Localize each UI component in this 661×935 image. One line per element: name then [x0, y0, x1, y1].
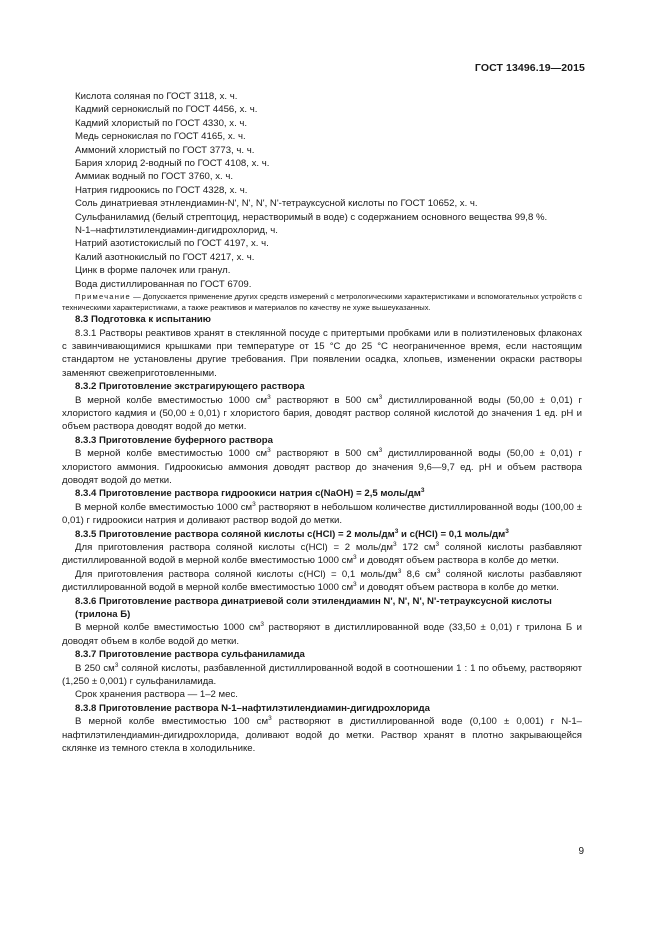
paragraph-8-3-8: В мерной колбе вместимостью 100 $см^3$ растворяют в дистиллированной воде (0,100 ± 0,001) г N-1–нафтилэтилендиамин-дигидрохлорида, доливают водой до метки. Раствор хранят в плотно закрывающейся склянке из темного стекла в холодильнике.	[62, 715, 583, 755]
list-item: Медь сернокислая по ГОСТ 4165, х. ч.	[75, 131, 246, 143]
paragraph-8-3-2: В мерной колбе вместимостью 1000 $см^3$ растворяют в 500 $см^3$ дистиллированной воды (50,00 ± 0,01) г хлористого кадмия и (50,00 ± 0,01) г хлористого бария, доводят раствор соляной кислотой до значения 1 ед. рН и объем раствора доводят водой до метки.	[62, 393, 582, 433]
list-item: Натрий азотистокислый по ГОСТ 4197, х. ч.	[75, 238, 269, 250]
paragraph-8-3-7-storage: Срок хранения раствора — 1–2 мес.	[75, 689, 238, 701]
section-title: 8.3 Подготовка к испытанию	[75, 314, 211, 326]
subsection-title-8-3-7: 8.3.7 Приготовление раствора сульфаниламида	[75, 649, 305, 661]
subsection-title-8-3-4: 8.3.4 Приготовление раствора гидроокиси натрия c(NaOH) = 2,5 моль/$дм^3$	[75, 487, 425, 500]
list-item: Кадмий хлористый по ГОСТ 4330, х. ч.	[75, 117, 248, 129]
list-item: Сульфаниламид (белый стрептоцид, нерастворимый в воде) с содержанием основного вещества 99,8 %.	[75, 211, 548, 223]
list-item: Соль динатриевая этнлендиамин-N', N', N', N'-тетрауксусной кислоты по ГОСТ 10652, х. ч.	[75, 198, 478, 210]
subsection-title-8-3-2: 8.3.2 Приготовление экстрагирующего раствора	[75, 381, 305, 393]
paragraph-8-3-5-second: Для приготовления раствора соляной кислоты c(HCl) = 0,1 моль/$дм^3$ 8,6 $см^3$ соляной кислоты разбавляют дистиллированной водой в мерной колбе вместимостью 1000 $см^3$ и доводят объем раствора в колбе до метки.	[62, 567, 583, 594]
list-item: N-1–нафтилэтилендиамин-дигидрохлорид, ч.	[75, 225, 278, 237]
document-body	[62, 90, 582, 756]
subsection-title-8-3-6: 8.3.6 Приготовление раствора динатриевой соли этилендиамин N', N', N', N'-тетрауксусной кислоты (трилона Б)	[75, 595, 552, 621]
subsection-title-8-3-8: 8.3.8 Приготовление раствора N-1–нафтилэтилендиамин-дигидрохлорида	[75, 702, 430, 714]
paragraph-8-3-4: В мерной колбе вместимостью 1000 $см^3$ растворяют в небольшом количестве дистиллированной воды (100,00 ± 0,01) г гидроокиси натрия и доливают раствор водой до метки.	[62, 500, 582, 527]
list-item: Аммоний хлористый по ГОСТ 3773, ч. ч.	[75, 144, 255, 156]
page-number: 9	[578, 846, 584, 857]
paragraph-8-3-7: В 250 $см^3$ соляной кислоты, разбавленной дистиллированной водой в соотношении 1 : 1 по объему, растворяют (1,250 ± 0,001) г сульфаниламида.	[62, 661, 582, 688]
paragraph-8-3-1: 8.3.1 Растворы реактивов хранят в стеклянной посуде с притертыми пробками или в полиэтиленовых флаконах с завинчивающимися крышками при температуре от 15 °С до 25 °С неограниченное время, если настоящим стандартом не установлены другие требования. При появлении осадка, хлопьев, изменении окраски растворы заменяют свежеприготовленными.	[62, 327, 582, 379]
note	[62, 291, 582, 313]
reagent-list	[62, 90, 582, 291]
paragraph-8-3-6: В мерной колбе вместимостью 1000 $см^3$ растворяют в дистиллированной воде (33,50 ± 0,01) г трилона Б и доводят объем в колбе водой до метки.	[62, 621, 582, 647]
subsection-title-8-3-5: 8.3.5 Приготовление раствора соляной кислоты c(HCl) = 2 моль/$дм^3$ и c(HCl) = 0,1 моль/$дм^3$	[75, 527, 509, 540]
paragraph-8-3-3: В мерной колбе вместимостью 1000 $см^3$ растворяют в 500 $см^3$ дистиллированной воды (50,00 ± 0,01) г хлористого аммония. Гидроокисью аммония доводят раствор до значения 9,6—9,7 ед. рН и объем раствора доводят водой до метки.	[62, 446, 582, 486]
note-text: — Допускается применение других средств измерений с метрологическими характеристиками и вспомогательных устройств с техническими характеристиками, а также реактивов и материалов по качеству не хуже вышеуказанных.	[62, 292, 582, 313]
standard-header: ГОСТ 13496.19—2015	[474, 62, 585, 74]
list-item: Цинк в форме палочек или гранул.	[75, 265, 231, 277]
list-item: Бария хлорид 2-водный по ГОСТ 4108, х. ч.	[75, 158, 270, 170]
list-item: Аммиак водный по ГОСТ 3760, х. ч.	[75, 171, 233, 183]
list-item: Кадмий сернокислый по ГОСТ 4456, х. ч.	[75, 104, 258, 116]
list-item: Калий азотнокислый по ГОСТ 4217, х. ч.	[75, 251, 255, 263]
list-item: Кислота соляная по ГОСТ 3118, х. ч.	[75, 91, 238, 102]
paragraph-8-3-5-first: Для приготовления раствора соляной кислоты c(HCl) = 2 моль/$дм^3$ 172 $см^3$ соляной кислоты разбавляют дистиллированной водой в мерной колбе вместимостью 1000 $см^3$ и доводят объем раствора в колбе до метки.	[62, 540, 583, 567]
note-label: Примечание	[75, 292, 131, 302]
list-item: Натрия гидроокись по ГОСТ 4328, х. ч.	[75, 184, 248, 196]
list-item: Вода дистиллированная по ГОСТ 6709.	[75, 278, 252, 290]
subsection-title-8-3-3: 8.3.3 Приготовление буферного раствора	[75, 434, 273, 446]
